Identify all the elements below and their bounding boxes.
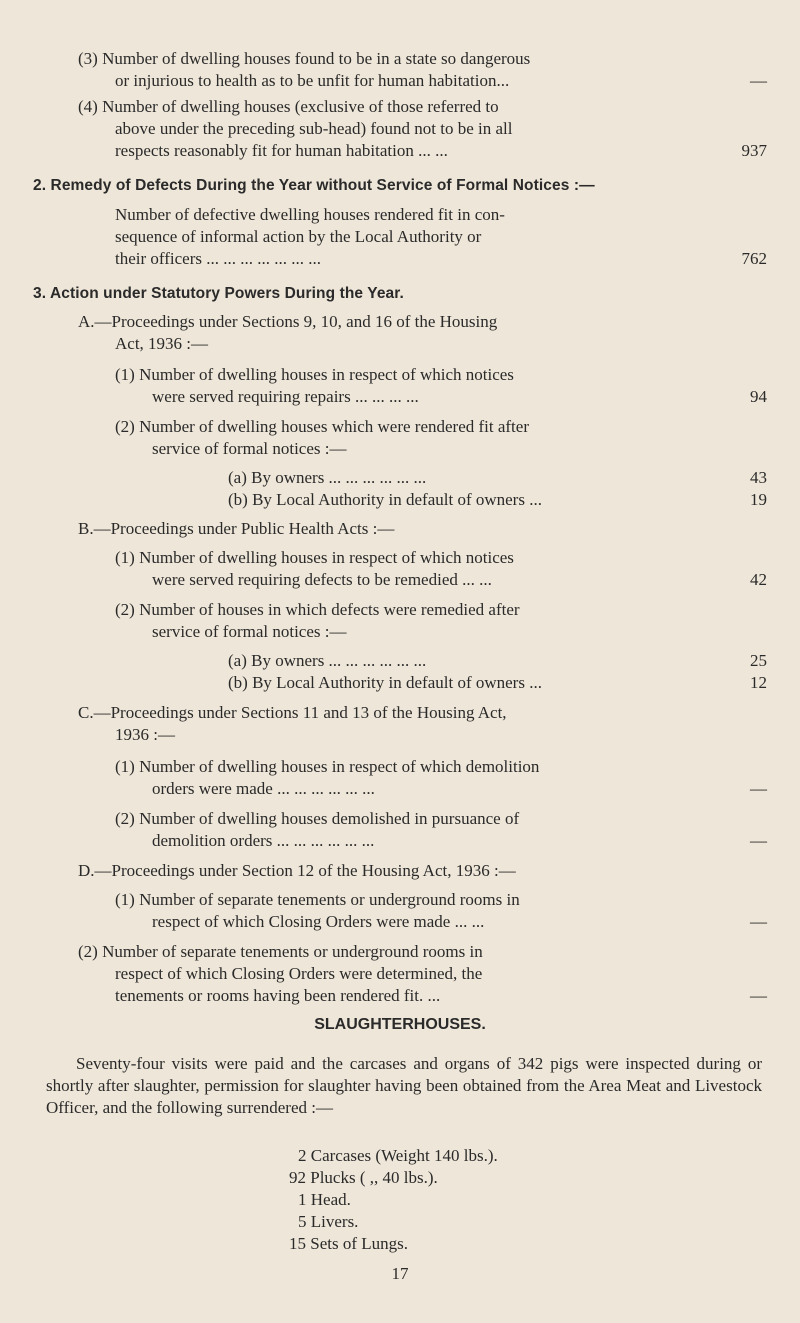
section-3a-a-label: (a) By owners ... ... ... ... ... ... <box>228 468 427 487</box>
section-3d-item2-value: — <box>750 986 767 1005</box>
section-3b-item1-line2: were served requiring defects to be remedied ... ... <box>152 570 492 589</box>
section-3a-line2: Act, 1936 :— <box>115 334 209 353</box>
section-3a-line1: A.—Proceedings under Sections 9, 10, and 16 of the Housing <box>78 312 498 331</box>
section-2-heading: 2. Remedy of Defects During the Year without Service of Formal Notices :— <box>33 177 595 194</box>
section-3d-item1-line1: (1) Number of separate tenements or underground rooms in <box>115 890 520 909</box>
section-3b-a-value: 25 <box>750 651 767 670</box>
item-3-value: — <box>750 71 767 90</box>
section-3a-b-value: 19 <box>750 490 767 509</box>
section-3b-line1: B.—Proceedings under Public Health Acts :— <box>78 519 395 538</box>
section-3c-line1: C.—Proceedings under Sections 11 and 13 of the Housing Act, <box>78 703 507 722</box>
section-3c-item2-line1: (2) Number of dwelling houses demolished in pursuance of <box>115 809 520 828</box>
section-2-line1: Number of defective dwelling houses rendered fit in con- <box>115 205 505 224</box>
section-2-line2: sequence of informal action by the Local Authority or <box>115 227 482 246</box>
section-3a-b-label: (b) By Local Authority in default of owners ... <box>228 490 542 509</box>
item-4-line2: above under the preceding sub-head) found not to be in all <box>115 119 513 138</box>
section-3b-item2-line2: service of formal notices :— <box>152 622 347 641</box>
item-3-line2: or injurious to health as to be unfit for human habitation... <box>115 71 510 90</box>
section-3d-item2-line1: (2) Number of separate tenements or underground rooms in <box>78 942 483 961</box>
section-3a-item1-line1: (1) Number of dwelling houses in respect of which notices <box>115 365 514 384</box>
section-2-line3: their officers ... ... ... ... ... ... ... <box>115 249 322 268</box>
surrendered-item-2: 92 Plucks ( ,, 40 lbs.). <box>289 1168 438 1187</box>
surrendered-item-1: 2 Carcases (Weight 140 lbs.). <box>298 1146 498 1165</box>
section-3d-item2-line3: tenements or rooms having been rendered fit. ... <box>115 986 441 1005</box>
section-3c-item1-line2: orders were made ... ... ... ... ... ... <box>152 779 375 798</box>
section-3a-item1-value: 94 <box>750 387 767 406</box>
section-3c-line2: 1936 :— <box>115 725 175 744</box>
section-3c-item2-line2: demolition orders ... ... ... ... ... ... <box>152 831 375 850</box>
section-3c-item1-value: — <box>750 779 767 798</box>
section-3-heading: 3. Action under Statutory Powers During the Year. <box>33 285 404 302</box>
item-3-line1: (3) Number of dwelling houses found to be in a state so dangerous <box>78 49 531 68</box>
section-3c-item1-line1: (1) Number of dwelling houses in respect of which demolition <box>115 757 540 776</box>
section-3c-item2-value: — <box>750 831 767 850</box>
section-3b-b-value: 12 <box>750 673 767 692</box>
slaughterhouses-paragraph: Seventy-four visits were paid and the carcases and organs of 342 pigs were inspected during or shortly after slaughter, permission for slaughter having been obtained from the Area Meat and Livestock Officer, and the following surrendered :— <box>46 1054 762 1117</box>
section-2-value: 762 <box>741 249 767 268</box>
section-3b-a-label: (a) By owners ... ... ... ... ... ... <box>228 651 427 670</box>
section-3a-item1-line2: were served requiring repairs ... ... ... ... <box>152 387 419 406</box>
section-3a-item2-line2: service of formal notices :— <box>152 439 347 458</box>
section-3d-item1-value: — <box>750 912 767 931</box>
section-3b-item1-line1: (1) Number of dwelling houses in respect of which notices <box>115 548 514 567</box>
section-3b-b-label: (b) By Local Authority in default of owners ... <box>228 673 542 692</box>
surrendered-item-5: 15 Sets of Lungs. <box>289 1234 408 1253</box>
section-3b-item1-value: 42 <box>750 570 767 589</box>
section-3a-a-value: 43 <box>750 468 767 487</box>
item-4-line1: (4) Number of dwelling houses (exclusive of those referred to <box>78 97 499 116</box>
section-3d-item2-line2: respect of which Closing Orders were determined, the <box>115 964 483 983</box>
slaughterhouses-title: SLAUGHTERHOUSES. <box>314 1016 486 1033</box>
item-4-value: 937 <box>741 141 767 160</box>
surrendered-item-4: 5 Livers. <box>298 1212 359 1231</box>
section-3d-line1: D.—Proceedings under Section 12 of the Housing Act, 1936 :— <box>78 861 516 880</box>
section-3a-item2-line1: (2) Number of dwelling houses which were rendered fit after <box>115 417 529 436</box>
section-3d-item1-line2: respect of which Closing Orders were made ... ... <box>152 912 485 931</box>
section-3b-item2-line1: (2) Number of houses in which defects were remedied after <box>115 600 520 619</box>
item-4-line3: respects reasonably fit for human habitation ... ... <box>115 141 448 160</box>
surrendered-item-3: 1 Head. <box>298 1190 351 1209</box>
page-number: 17 <box>391 1264 409 1283</box>
